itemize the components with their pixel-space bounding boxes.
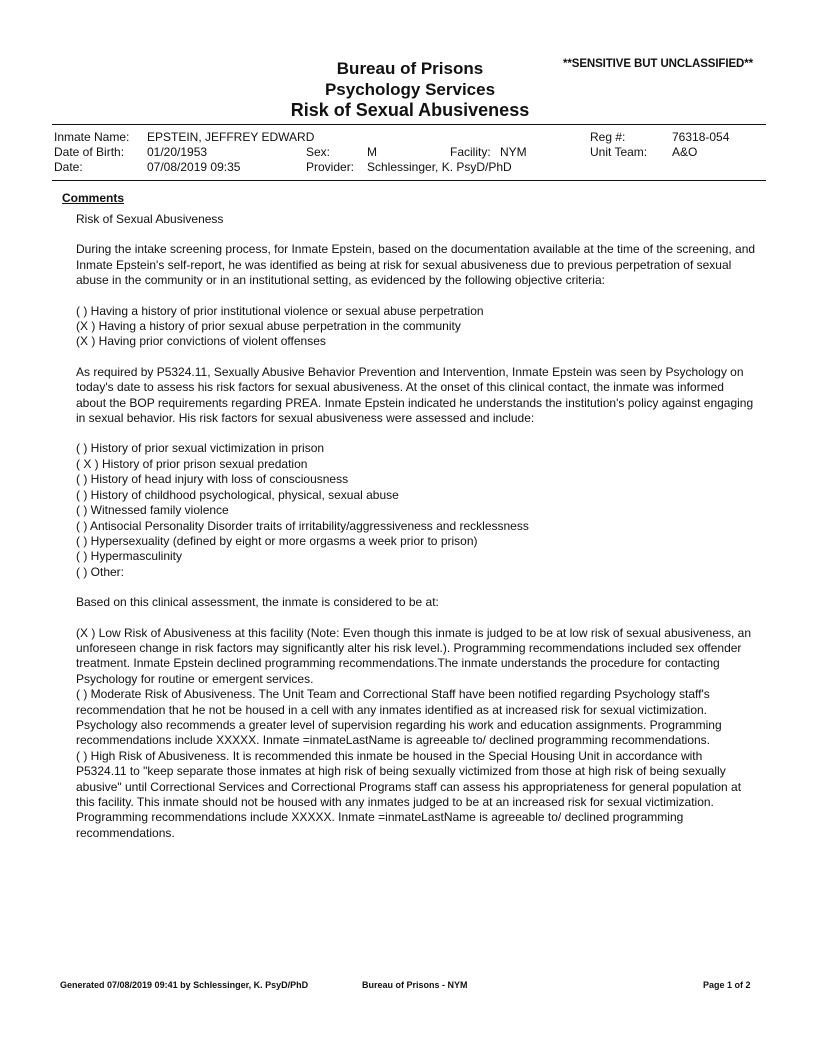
list-item: ( ) Antisocial Personality Disorder traits of irritability/aggressiveness and recklessness [76, 518, 529, 533]
list-item: (X ) Having a history of prior sexual abuse perpetration in the community [76, 319, 461, 334]
inmate-name: EPSTEIN, JEFFREY EDWARD [147, 130, 315, 144]
provider-label: Provider: [306, 160, 355, 174]
unit-team-value: A&O [672, 145, 698, 159]
footer-generated: Generated 07/08/2019 09:41 by Schlessinger, K. PsyD/PhD [60, 980, 309, 990]
date-label: Date: [54, 160, 83, 174]
classification-banner: **SENSITIVE BUT UNCLASSIFIED** [563, 58, 753, 70]
list-item: ( X ) History of prior prison sexual predation [76, 456, 308, 471]
list-item: (X ) Having prior convictions of violent offenses [76, 334, 326, 349]
provider-value: Schlessinger, K. PsyD/PhD [367, 160, 512, 174]
list-item: ( ) Hypermasculinity [76, 549, 183, 564]
risk-factor-list [76, 441, 756, 580]
list-item: ( ) History of head injury with loss of consciousness [76, 472, 349, 487]
footer-organization: Bureau of Prisons - NYM [362, 980, 468, 990]
list-item: ( ) Hypersexuality (defined by eight or more orgasms a week prior to prison) [76, 533, 478, 548]
sex-label: Sex: [306, 145, 331, 159]
list-item: ( ) Other: [76, 564, 125, 579]
header-divider-top [52, 124, 766, 125]
list-item: ( ) History of prior sexual victimization in prison [76, 441, 325, 456]
moderate-risk-paragraph: ( ) Moderate Risk of Abusiveness. The Unit Team and Correctional Staff have been notified regarding Psychology staff's recommendation that he not be housed in a cell with any inmates identified as at increased risk for sexual victimization. Psychology also recommends a greater level of supervision regarding his work and education assignments. Programming recommendations include XXXXX. Inmate =inmateLastName is agreeable to/ declined programming recommendations. [76, 687, 722, 748]
list-item: ( ) Having a history of prior institutional violence or sexual abuse perpetration [76, 303, 484, 318]
footer-page-number: Page 1 of 2 [703, 980, 751, 990]
dob-label: Date of Birth: [54, 145, 125, 159]
conclusion-intro: Based on this clinical assessment, the inmate is considered to be at: [76, 595, 439, 610]
list-item: ( ) History of childhood psychological, physical, sexual abuse [76, 487, 399, 502]
sex-value: M [367, 145, 377, 159]
document-title: Risk of Sexual Abusiveness [290, 100, 530, 120]
criteria-list [76, 304, 756, 350]
high-risk-paragraph: ( ) High Risk of Abusiveness. It is recommended this inmate be housed in the Special Housing Unit in accordance with P5324.11 to "keep separate those inmates at high risk of being sexually victimized from those at high risk of being sexually abusive" until Correctional Services and Correctional Programs staff can assess his appropriateness for general population at this facility. This inmate should not be housed with any inmates judged to be at an increased risk for sexual victimization. Programming recommendations include XXXXX. Inmate =inmateLastName is agreeable to/ declined programming recommendations. [76, 748, 742, 840]
intro-paragraph: During the intake screening process, for Inmate Epstein, based on the documentation available at the time of the screening, and Inmate Epstein's self-report, he was identified as being at risk for sexual abusiveness due to previous perpetration of sexual abuse in the community or in an institutional setting, as evidenced by the following objective criteria: [76, 242, 756, 288]
reg-label: Reg #: [590, 130, 626, 144]
facility-label: Facility: [450, 145, 491, 159]
facility-value: NYM [500, 145, 527, 159]
list-item: ( ) Witnessed family violence [76, 503, 229, 518]
agency-title: Bureau of Prisons [336, 59, 484, 78]
dob-value: 01/20/1953 [147, 145, 208, 159]
reg-number: 76318-054 [672, 130, 730, 144]
low-risk-paragraph: (X ) Low Risk of Abusiveness at this facility (Note: Even though this inmate is judged to be at low risk of sexual abusiveness, an unforeseen change in risk factors may significantly alter his risk level.). Programming recommendations included sex offender treatment. Inmate Epstein declined programming recommendations.The inmate understands the procedure for contacting Psychology for routine or emergent services. [76, 625, 752, 686]
title-block [250, 58, 570, 121]
section-subtitle: Risk of Sexual Abusiveness [76, 212, 224, 226]
header-divider-bottom [52, 180, 766, 181]
comments-heading: Comments [62, 191, 125, 205]
date-value: 07/08/2019 09:35 [147, 160, 241, 174]
department-title: Psychology Services [324, 80, 496, 99]
assessment-paragraph: As required by P5324.11, Sexually Abusive Behavior Prevention and Intervention, Inmate Epstein was seen by Psychology on today's date to assess his risk factors for sexual abusiveness. At the onset of this clinical contact, the inmate was informed about the BOP requirements regarding PREA. Inmate Epstein indicated he understands the institution's policy against engaging in sexual behavior. His risk factors for sexual abusiveness were assessed and include: [76, 364, 754, 426]
inmate-name-label: Inmate Name: [54, 130, 130, 144]
unit-team-label: Unit Team: [590, 145, 648, 159]
comments-body [76, 212, 756, 841]
